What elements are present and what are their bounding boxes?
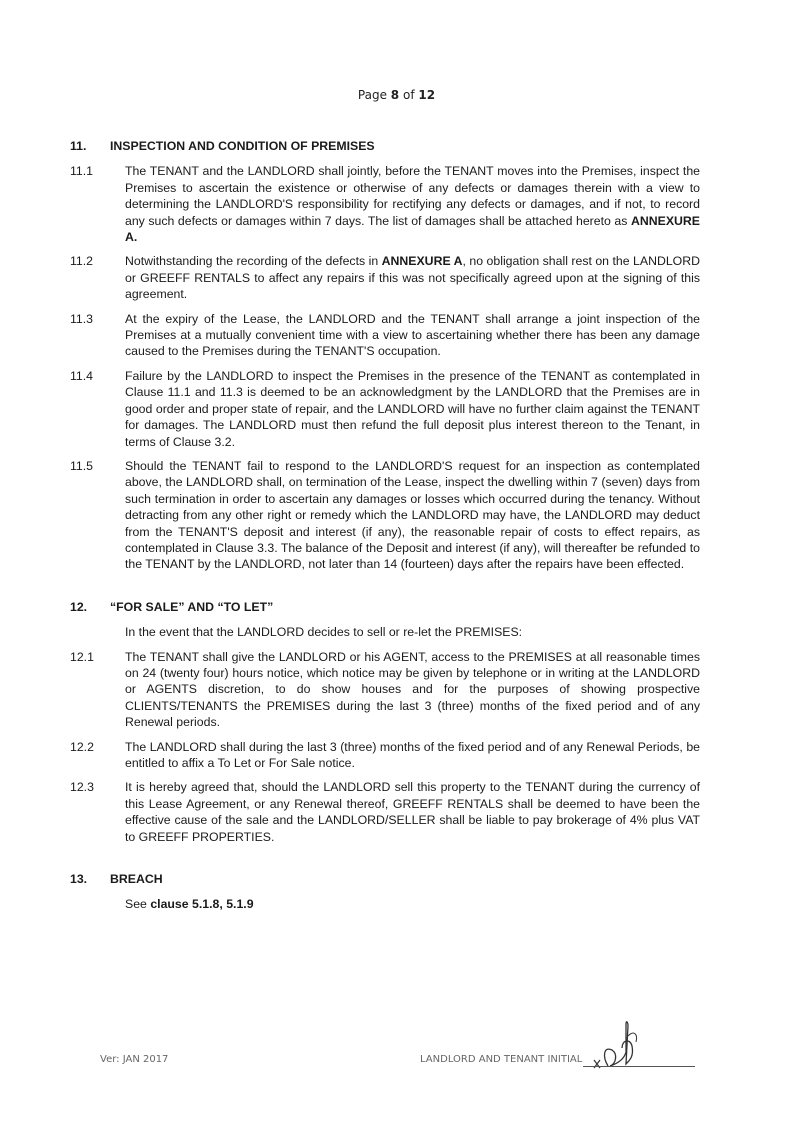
breach-reference: See clause 5.1.8, 5.1.9 (125, 897, 254, 912)
section-title: INSPECTION AND CONDITION OF PREMISES (110, 139, 375, 153)
clause-text: The TENANT shall give the LANDLORD or his AGENT, access to the PREMISES at all reasonable times on 24 (twenty four) hours notice, which notice may be given by telephone or in writing at the LANDLORD or AGENTS discretion, to do show houses and for the purposes of showing prospective CLIENTS/TENANTS the PREMISES during the last 3 (three) months of the fixed period and of any Renewal periods. (125, 649, 700, 730)
clause-number: 11.2 (70, 254, 94, 269)
section-12-heading (70, 599, 700, 615)
handwritten-initial-signature (586, 1016, 666, 1071)
section-number: 12. (70, 599, 88, 614)
clause-11-3 (70, 311, 700, 360)
clause-reference: clause 5.1.8, 5.1.9 (150, 897, 254, 912)
clause-number: 11.3 (70, 311, 94, 326)
section-11-heading (70, 138, 700, 154)
page-number (0, 88, 793, 102)
document-body (70, 138, 700, 921)
clause-11-4 (70, 368, 700, 450)
clause-text: Should the TENANT fail to respond to the LANDLORD'S request for an inspection as contemplated above, the LANDLORD shall, on termination of the Lease, inspect the dwelling within 7 (seven) days from such termination in order to ascertain any damages or losses which occurred during the tenancy. Without detracting from any other right or remedy which the LANDLORD may have, the LANDLORD may deduct from the TENANT'S deposit and interest (if any), the reasonable repair of costs to effect repairs, as contemplated in Clause 3.3. The balance of the Deposit and interest (if any), will thereafter be refunded to the TENANT by the LANDLORD, not later than 14 (fourteen) days after the repairs have been effected. (125, 458, 700, 572)
clause-12-3 (70, 779, 700, 845)
clause-11-1 (70, 163, 700, 245)
clause-text: Failure by the LANDLORD to inspect the Premises in the presence of the TENANT as contemplated in Clause 11.1 and 11.3 is deemed to be an acknowledgment by the LANDLORD that the Premises are in good order and proper state of repair, and the LANDLORD will have no further claim against the TENANT for damages. The LANDLORD must then refund the full deposit plus interest thereon to the Tenant, in terms of Clause 3.2. (125, 368, 700, 449)
clause-number: 11.4 (70, 368, 94, 383)
page-prefix: Page (357, 88, 387, 102)
section-gap (70, 853, 700, 871)
page-footer (0, 1046, 793, 1086)
clause-11-5 (70, 458, 700, 573)
section-intro: In the event that the LANDLORD decides to sell or re-let the PREMISES: (125, 625, 523, 640)
version-label: Ver: JAN 2017 (100, 1054, 169, 1065)
section-number: 13. (70, 872, 88, 887)
clause-number: 12.3 (70, 780, 94, 795)
clause-number: 11.1 (70, 164, 94, 179)
clause-number: 11.5 (70, 458, 94, 473)
page-current: 8 (390, 88, 400, 102)
clause-text: At the expiry of the Lease, the LANDLORD and the TENANT shall arrange a joint inspection of the Premises at a mutually convenient time with a view to ascertaining whether there has been any damage caused to the Premises during the TENANT'S occupation. (125, 311, 700, 359)
annexure-reference: ANNEXURE A. (125, 213, 700, 245)
section-title: BREACH (110, 872, 163, 887)
clause-text: Notwithstanding the recording of the defects in ANNEXURE A, no obligation shall rest on the LANDLORD or GREEFF RENTALS to affect any repairs if this was not specifically agreed upon at the signing of this agreement. (125, 254, 700, 302)
section-gap (70, 581, 700, 599)
initial-line (583, 1066, 695, 1067)
section-title: “FOR SALE” AND “TO LET” (110, 599, 274, 614)
clause-11-2 (70, 253, 700, 302)
clause-12-2 (70, 739, 700, 772)
clause-12-1 (70, 649, 700, 731)
section-13-heading (70, 871, 700, 887)
clause-text: The LANDLORD shall during the last 3 (three) months of the fixed period and of any Renewal Periods, be entitled to affix a To Let or For Sale notice. (125, 739, 700, 770)
clause-text: It is hereby agreed that, should the LANDLORD sell this property to the TENANT during the currency of this Lease Agreement, or any Renewal thereof, GREEFF RENTALS shall be deemed to have been the effective cause of the sale and the LANDLORD/SELLER shall be liable to pay brokerage of 4% plus VAT to GREEFF PROPERTIES. (125, 780, 700, 844)
annexure-reference: ANNEXURE A (381, 254, 463, 269)
clause-text: The TENANT and the LANDLORD shall jointly, before the TENANT moves into the Premises, inspect the Premises to ascertain the existence or otherwise of any defects or damages therein with a view to determining the LANDLORD'S responsibility for rectifying any defects or damages, and if not, to record any such defects or damages within 7 days. The list of damages shall be attached hereto as ANNEXURE A. (125, 164, 700, 245)
page-total: 12 (418, 88, 436, 102)
initial-label: LANDLORD AND TENANT INITIAL (420, 1054, 583, 1065)
page-of: of (402, 88, 415, 102)
clause-number: 12.2 (70, 739, 94, 754)
section-number: 11. (70, 139, 87, 153)
clause-number: 12.1 (70, 649, 94, 664)
